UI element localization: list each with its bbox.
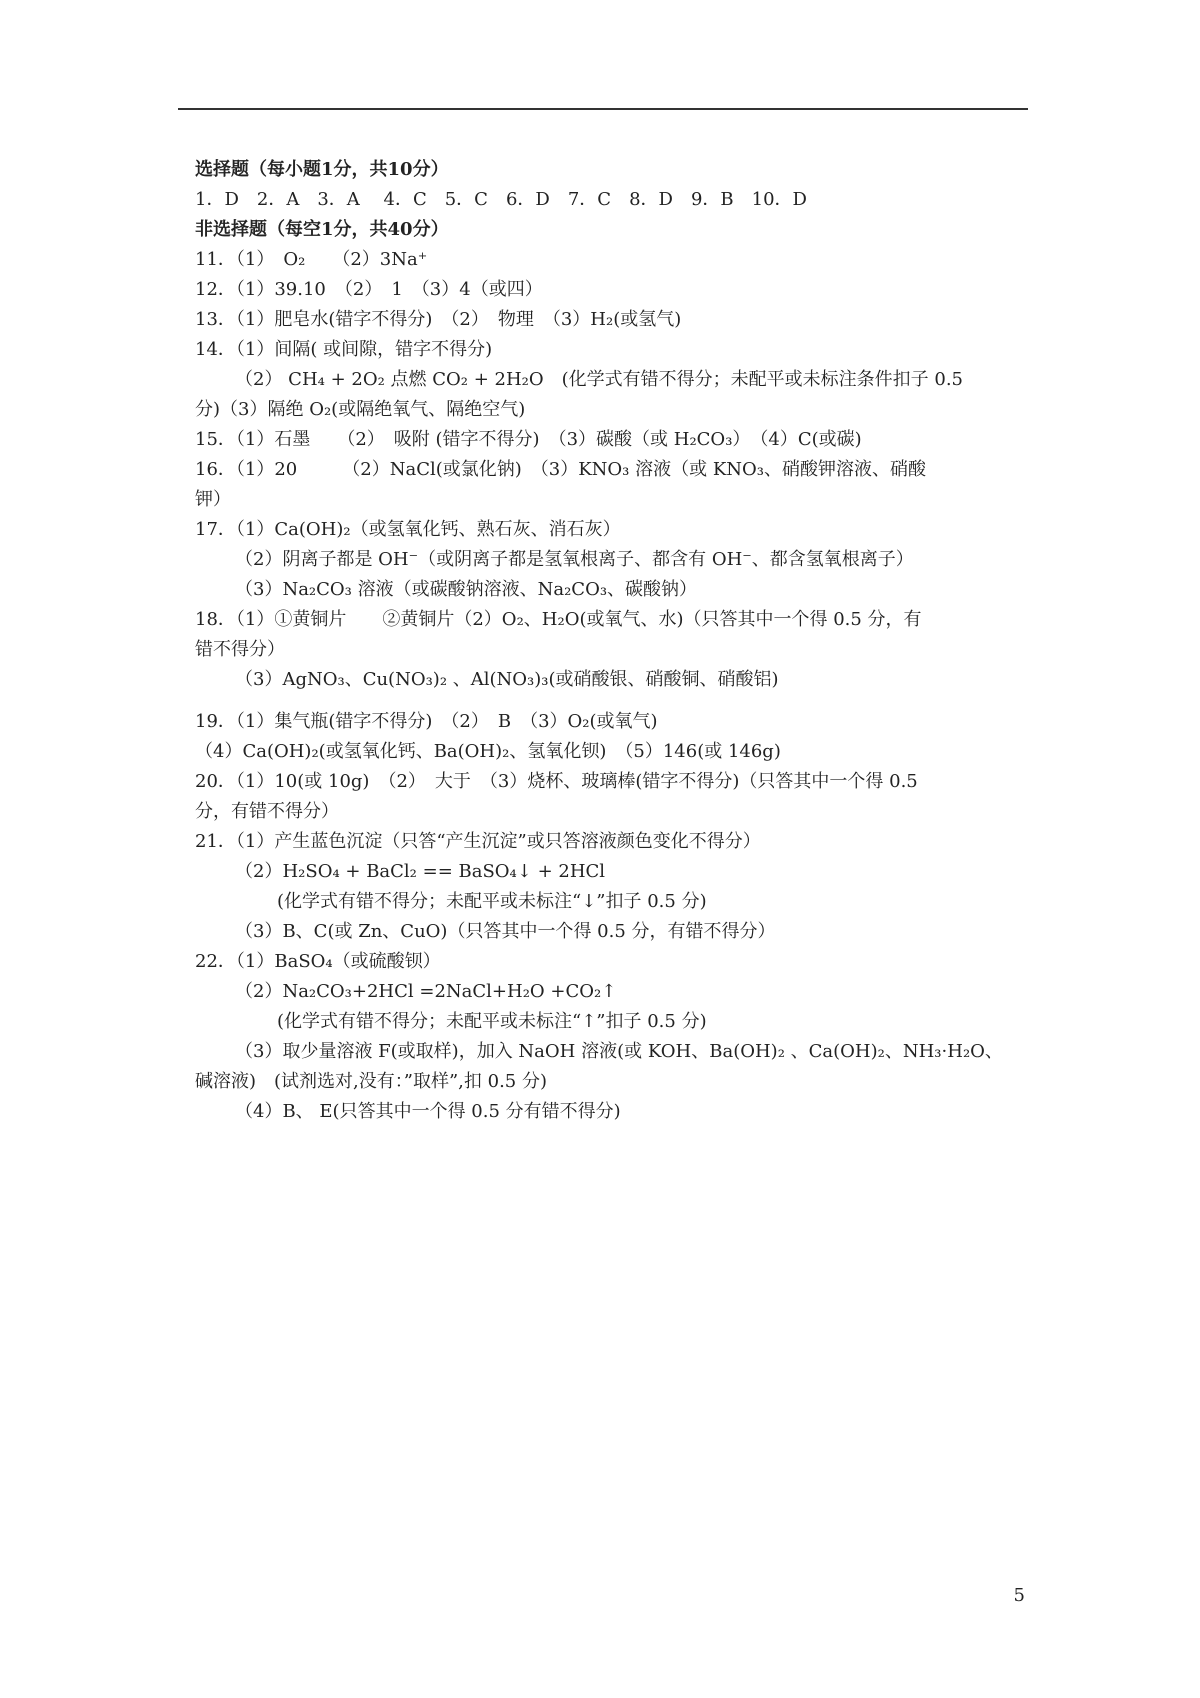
answer-line: 分)（3）隔绝 O₂(或隔绝氧气、隔绝空气): [195, 399, 526, 420]
answer-line: 14．（1）间隔( 或间隙，错字不得分): [195, 339, 493, 360]
answer-line: （3）AgNO₃、Cu(NO₃)₂ 、Al(NO₃)₃(或硝酸银、硝酸铜、硝酸铝): [235, 669, 779, 690]
answer-line: （3）Na₂CO₃ 溶液（或碳酸钠溶液、Na₂CO₃、碳酸钠）: [235, 579, 698, 600]
answer-line: 20．（1）10(或 10g) （2） 大于 （3）烧杯、玻璃棒(错字不得分)（只答其中一个得 0.5: [195, 771, 918, 792]
answer-line: 钾）: [195, 489, 231, 510]
answer-line: （4）B、 E(只答其中一个得 0.5 分有错不得分): [235, 1101, 621, 1122]
answer-line: 21．（1）产生蓝色沉淀（只答“产生沉淀”或只答溶液颜色变化不得分）: [195, 831, 761, 852]
answer-line: 17．（1）Ca(OH)₂（或氢氧化钙、熟石灰、消石灰）: [195, 519, 621, 540]
answer-line: 错不得分）: [195, 639, 285, 660]
answer-line: （3）B、C(或 Zn、CuO)（只答其中一个得 0.5 分，有错不得分）: [235, 921, 776, 942]
answer-line: 16．（1）20 （2）NaCl(或氯化钠) （3）KNO₃ 溶液（或 KNO₃、硝酸钾溶液、硝酸: [195, 459, 927, 480]
answer-key-body: [195, 155, 1015, 1127]
answer-line: 15．（1）石墨 （2） 吸附 (错字不得分) （3）碳酸（或 H₂CO₃） （4）C(或碳): [195, 429, 862, 450]
answer-line: （2） CH₄ + 2O₂ 点燃 CO₂ + 2H₂O (化学式有错不得分；未配平或未标注条件扣子 0.5: [235, 369, 964, 390]
answer-line: （3）取少量溶液 F(或取样)，加入 NaOH 溶液(或 KOH、Ba(OH)₂ 、Ca(OH)₂、NH₃·H₂O、: [235, 1041, 1003, 1062]
answer-line: [195, 695, 1015, 707]
answer-line: (化学式有错不得分；未配平或未标注“↓”扣子 0.5 分): [277, 891, 707, 912]
answer-line: 碱溶液) (试剂选对,没有：”取样”,扣 0.5 分): [195, 1071, 547, 1092]
answer-line: 18．（1）①黄铜片 ②黄铜片（2）O₂、H₂O(或氧气、水)（只答其中一个得 0.5 分，有: [195, 609, 922, 630]
answer-line: （2）H₂SO₄ + BaCl₂ == BaSO₄↓ + 2HCl: [235, 861, 606, 882]
answer-line: （4）Ca(OH)₂(或氢氧化钙、Ba(OH)₂、氢氧化钡) （5）146(或 146g): [195, 741, 781, 762]
answer-line: 1．D 2．A 3．A 4．C 5．C 6．D 7．C 8．D 9．B 10．D: [195, 189, 807, 210]
answer-line: 22．（1）BaSO₄（或硫酸钡）: [195, 951, 441, 972]
header-rule: [178, 108, 1028, 110]
answer-line: 19．（1）集气瓶(错字不得分) （2） B （3）O₂(或氧气): [195, 711, 658, 732]
answer-line: 12．（1）39.10 （2） 1 （3）4（或四）: [195, 279, 543, 300]
answer-line: 13．（1）肥皂水(错字不得分) （2） 物理 （3）H₂(或氢气): [195, 309, 682, 330]
answer-line: 分，有错不得分）: [195, 801, 339, 822]
answer-line: 11．（1） O₂ （2）3Na⁺: [195, 249, 428, 270]
answer-line: （2）Na₂CO₃+2HCl =2NaCl+H₂O +CO₂↑: [235, 981, 617, 1002]
page-number: 5: [1013, 1585, 1025, 1606]
answer-line: 非选择题（每空1分，共40分）: [195, 219, 449, 240]
answer-line: （2）阴离子都是 OH⁻（或阴离子都是氢氧根离子、都含有 OH⁻、都含氢氧根离子）: [235, 549, 914, 570]
answer-line: (化学式有错不得分；未配平或未标注“↑”扣子 0.5 分): [277, 1011, 707, 1032]
answer-line: 选择题（每小题1分，共10分）: [195, 159, 449, 180]
